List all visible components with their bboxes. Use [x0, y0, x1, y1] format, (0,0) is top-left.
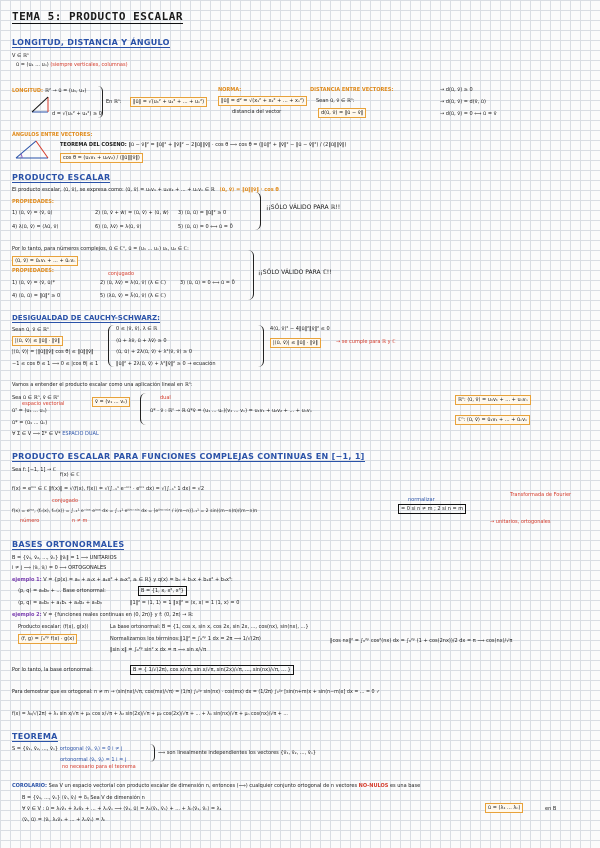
- text-coseno: TEOREMA DEL COSENO: ‖ū − v̄‖² = ‖ū‖² + ‖v̄‖² − 2‖ū‖‖v̄‖ · cos θ ⟹ cos θ = (‖ū‖² + ‖v̄‖² − ‖ū − v̄‖²) / (2‖ū‖‖v̄‖): [60, 142, 347, 148]
- bo-base-label: La base ortonormal: B = {1, cos x, sin x, cos 2x, sin 2x, ..., cos(nx), sin(nx), ...}: [110, 624, 309, 630]
- th-l3: ⟹ son linealmente independientes los vectores {v̄₁, v̄₂, ..., v̄ₙ}: [158, 750, 316, 756]
- th-cor: COROLARIO: Sea V un espacio vectorial con producto escalar de dimensión n, entonces (⟹) cualquier conjunto ortogonal de n vectores NO-NULOS es una base: [12, 783, 421, 789]
- brace-longitud: [98, 86, 103, 118]
- al-c-box: ℂⁿ: ⟨ū, v̄⟩ = ū₁v₁ + ... + ūₙvₙ: [455, 415, 530, 425]
- heading-funciones: PRODUCTO ESCALAR PARA FUNCIONES COMPLEJAS CONTINUAS EN [−1, 1]: [12, 452, 365, 461]
- bo-norm2: ‖sin x‖ = ∫₀²ᵖ sin² x dx = π ⟹ sin x/√π: [110, 647, 207, 653]
- brace-al: [140, 393, 146, 425]
- text-longitud-formula: d = √(u₁² + u₂²) ≥ 0: [52, 111, 102, 117]
- box-norma: ‖ū‖ = d² = √(x₁² + x₂² + ... + xₙ²): [218, 96, 307, 106]
- bo-ej2: ejemplo 2: V = {funciones reales continuas en (0, 2π)} y f: (0, 2π) → ℝ:: [12, 612, 194, 618]
- heading-cauchy: DESIGUALDAD DE CAUCHY-SCHWARZ:: [12, 314, 160, 322]
- heading-teorema: TEOREMA: [12, 732, 58, 741]
- label-longitud: LONGITUD:: [12, 88, 44, 94]
- bo-dem: Para demostrar que es ortogonal: n ≠ m → ⟨sin(nx)/√π, cos(mx)/√π⟩ = (1/π) ∫₀²ᵖ sin(nx) · cos(mx) dx = (1/2π) ∫₀²ᵖ [sin(n+m)x + sin(n−m)x] dx = ... = 0 ✓: [12, 690, 381, 695]
- cs-l3: |⟨ū, v̄⟩| = |‖ū‖‖v̄‖ cos θ| ≤ ‖ū‖‖v̄‖: [12, 349, 94, 355]
- bo-ej1-box: B = {1, x, x², x³}: [138, 586, 187, 596]
- cprop-2: 2) ⟨ū, λv̄⟩ = λ⟨ū, v̄⟩ (λ ∈ ℂ): [100, 280, 166, 286]
- cs-r-note: → se cumple para ℝ y ℂ: [336, 339, 396, 345]
- bo-ej1: ejemplo 1: V = {p(x) = a₀ + a₁x + a₂x² + a₃x³, aᵢ ∈ ℝ} y q(x) = b₀ + b₁x + b₂x² + b₃x³:: [12, 577, 233, 583]
- text-solo-r: ¡¡SÓLO VÁLIDO PARA ℝ!!: [266, 204, 341, 211]
- cs-l4: −1 ≤ cos θ ≤ 1 ⟹ 0 ≤ |cos θ| ≤ 1: [12, 361, 99, 367]
- fc-l3: f(x) = eⁱⁿˣ, ⟨fₙ(x), fₘ(x)⟩ = ∫₋₁¹ e⁻ⁱⁿˣ eⁱᵐˣ dx = ∫₋₁¹ eⁱ⁽ᵐ⁻ⁿ⁾ˣ dx = [eⁱ⁽ᵐ⁻ⁿ⁾ˣ / i(m−n)]₋₁¹ = 2 sin((m−n)π)/(m−n)π: [12, 509, 257, 514]
- bo-ej1b: ⟨p, q⟩ = a₀b₀ + a₁b₁ + a₂b₂ + a₃b₃: [18, 600, 102, 606]
- cs-m1: 0 ≤ ⟨v̄, v̄⟩, λ ∈ ℝ: [116, 326, 158, 332]
- prop-2: 2) ⟨ū, v̄ + w̄⟩ = ⟨ū, v̄⟩ + ⟨ū, w̄⟩: [95, 210, 169, 216]
- bo-norm-label: Normalizamos los términos:: [110, 636, 180, 642]
- bo-pe-box: ⟨f, g⟩ = ∫₀²ᵖ f(x) · g(x): [18, 634, 77, 644]
- bo-pe-label: Producto escalar: ⟨f(x), g(x)⟩: [18, 624, 89, 630]
- box-norm-rn: ‖ū‖ = √(u₁² + u₂² + ... + uₙ²): [130, 97, 207, 107]
- prop-3: 3) ⟨ū, ū⟩ = ‖ū‖² ≥ 0: [178, 210, 227, 216]
- box-cos: cos θ = (u₁v₁ + u₂v₂) / (‖ū‖‖v̄‖): [60, 153, 143, 163]
- cs-r1: 4⟨ū, v̄⟩² − 4‖ū‖²‖v̄‖² ≤ 0: [270, 326, 330, 332]
- fc-unit-note: → unitarios, ortogonales: [490, 519, 551, 525]
- th-b-en: en B: [545, 806, 557, 812]
- al-l3: ū* = (ū₁ ... ūₙ): [12, 420, 48, 426]
- brace-cs-right: [258, 325, 264, 367]
- fc-fourier-note: Transformada de Fourier: [510, 492, 572, 498]
- angle-diagram: [14, 138, 54, 162]
- box-complex: ⟨ū, v̄⟩ = ū₁v₁ + ... + ūₙvₙ: [12, 256, 78, 266]
- cs-m2: ⟨ū + λv̄, ū + λv̄⟩ ≥ 0: [116, 338, 167, 344]
- al-mid: ū* · v̄ : ℝⁿ → ℝ ū*v̄ = (u₁ ... uₙ)(v₁ ... vₙ) = u₁v₁ + u₂v₂ + ... + uₙvₙ: [150, 408, 312, 414]
- th-b-box: ū = (λ₁ ... λₙ): [485, 803, 523, 813]
- label-angulos: ÁNGULOS ENTRE VECTORES:: [12, 132, 93, 138]
- text-vector-def: ū = (u₁ ... uₙ) (siempre verticales, columnas): [16, 62, 128, 68]
- bo-norm3: ‖cos nx‖² = ∫₀²ᵖ cos²(nx) dx = ∫₀²ᵖ (1 + cos(2nx))/2 dx = π ⟹ cos(nx)/√π: [330, 638, 513, 644]
- fc-tail-box: = 0 si n ≠ m ; 2 si n = m: [398, 504, 466, 514]
- fc-nrm-note: normalizar: [408, 497, 435, 503]
- bo-l2: i ≠ j ⟹ ⟨v̄ᵢ, v̄ⱼ⟩ = 0 ⟹ ORTOGONALES: [12, 565, 107, 571]
- text-longitud-def: ℝ² → ū = (u₁, u₂): [45, 88, 87, 94]
- th-b3: ⟨v̄ᵢ, ū⟩ = ⟨v̄ᵢ, λ₁v̄₁ + ... + λₙv̄ₙ⟩ = λᵢ: [22, 817, 105, 823]
- page-title: TEMA 5: PRODUCTO ESCALAR: [12, 10, 183, 23]
- text-pe-def: El producto escalar, ⟨ū, v̄⟩, se expresa como: ⟨ū, v̄⟩ = u₁v₁ + u₂v₂ + ... + uₙvₙ ∈ ℝ ⟨ū, v̄⟩ = ‖ū‖‖v̄‖ · cos θ: [12, 187, 279, 193]
- fc-l1b: f(x) ∈ ℂ: [60, 472, 80, 478]
- fc-conj-note: conjugado: [52, 498, 79, 504]
- prop-4: 4) λ⟨ū, v̄⟩ = ⟨λū, v̄⟩: [12, 224, 59, 230]
- text-dist-prop2: → d(ū, v̄) = d(v̄, ū): [440, 99, 486, 105]
- brace-teorema: [150, 744, 155, 762]
- label-props: PROPIEDADES:: [12, 199, 54, 205]
- text-en-rn: En ℝⁿ:: [106, 99, 122, 105]
- prop-1: 1) ⟨ū, v̄⟩ = ⟨v̄, ū⟩: [12, 210, 53, 216]
- al-l2: ūᵀ = (u₁ ... uₙ): [12, 408, 47, 414]
- th-l2b: no necesario para el teorema: [62, 764, 136, 770]
- cs-m3: ⟨ū, ū⟩ + 2λ⟨ū, v̄⟩ + λ²⟨v̄, v̄⟩ ≥ 0: [116, 349, 193, 355]
- heading-longitud: LONGITUD, DISTANCIA Y ÁNGULO: [12, 38, 170, 47]
- bo-pl-box: B = { 1/√(2π), cos x/√π, sin x/√π, sin(2x)/√π, ..., sin(nx)/√π, ... }: [130, 665, 294, 675]
- label-props2: PROPIEDADES:: [12, 268, 54, 274]
- brace-props-c: [248, 250, 254, 300]
- bo-l1: B = {v̄₁, v̄₂, ..., v̄ₙ} ‖v̄ᵢ‖ = 1 ⟹ UNITARIOS: [12, 555, 117, 561]
- cs-r-box: |⟨ū, v̄⟩| ≤ ‖ū‖ · ‖v̄‖: [270, 338, 321, 348]
- th-l2: ortonormal ⟨v̄ᵢ, v̄ⱼ⟩ = 1 i = j: [60, 757, 127, 763]
- brace-cs-mid: [108, 325, 114, 367]
- cs-box: |⟨ū, v̄⟩| ≤ ‖ū‖ · ‖v̄‖: [12, 336, 63, 346]
- al-r-box: ℝⁿ: ⟨ū, v̄⟩ = u₁v₁ + ... + uₙvₙ: [455, 395, 531, 405]
- text-distancia-def: Sean ū, v̄ ∈ ℝⁿ:: [316, 98, 355, 104]
- cprop-1: 1) ⟨ū, v̄⟩ = ⟨v̄, ū⟩*: [12, 280, 56, 286]
- al-l4: ∀ Σ ∈ V ⟹ Σ* ∈ V* ESPACIO DUAL: [12, 431, 99, 437]
- prop-5: 5) ⟨ū, ū⟩ = 0 ⟺ ū = 0̄: [178, 224, 233, 230]
- cs-l1: Sean ū, v̄ ∈ ℝⁿ: [12, 327, 49, 333]
- bo-ej1c: ‖1‖² = ⟨1, 1⟩ = 1 ‖x‖² = ⟨x, x⟩ = 1 ⟨1, x⟩ = 0: [130, 600, 240, 606]
- fc-l2: f(x) = eⁱⁿˣ ∈ ℂ ‖f(x)‖ = √⟨f(x), f(x)⟩ = √(∫₋₁¹ e⁻ⁱⁿˣ · eⁱⁿˣ dx) = √(∫₋₁¹ 1 dx) = √2: [12, 486, 205, 492]
- label-distancia: DISTANCIA ENTRE VECTORES:: [310, 87, 394, 93]
- al-dual-note: dual: [160, 395, 171, 401]
- bo-pl-label: Por lo tanto, la base ortonormal:: [12, 667, 93, 673]
- text-dist-prop1: → d(ū, v̄) ≥ 0: [440, 87, 473, 93]
- text-solo-c: ¡¡SÓLO VÁLIDO PARA ℂ!!: [258, 269, 332, 276]
- bo-ej1a: ⟨p, q⟩ = a₀b₀ + ... Base ortonormal:: [18, 588, 106, 594]
- th-l1: S = {v̄₁, v̄₂, ..., v̄ₙ} ortogonal ⟨v̄ᵢ, v̄ⱼ⟩ = 0 i ≠ j: [12, 746, 123, 752]
- text-norma-note: distancia del vector: [232, 109, 282, 115]
- al-l1: Sea ū ∈ ℝⁿ, v̄ ∈ ℝⁿ: [12, 395, 60, 401]
- brace-props-r: [255, 192, 261, 230]
- prop-6: 6) ⟨ū, λv̄⟩ = λ⟨ū, v̄⟩: [95, 224, 142, 230]
- triangle-diagram: [30, 94, 52, 114]
- box-distancia: d(ū, v̄) = ‖ū − v̄‖: [318, 108, 366, 118]
- fc-l1: Sea f: [−1, 1] → ℂ: [12, 467, 57, 473]
- cprop-3: 3) ⟨ū, ū⟩ = 0 ⟺ ū = 0̄: [180, 280, 235, 286]
- label-norma: NORMA:: [218, 87, 242, 93]
- fc-num-note: número: [20, 518, 40, 524]
- text-dist-prop3: → d(ū, v̄) = 0 ⟺ ū = v̄: [440, 111, 497, 117]
- text-complex-intro: Por lo tanto, para números complejos, ū ∈ ℂⁿ, ū = (u₁ ... uₙ) u₁, u₂ ∈ ℂ:: [12, 246, 189, 252]
- al-intro: Vamos a entender el producto escalar como una aplicación lineal en ℝⁿ:: [12, 382, 193, 388]
- cprop-4: 4) ⟨ū, ū⟩ = ‖ū‖² ≥ 0: [12, 293, 61, 299]
- cs-m4: ‖ū‖² + 2λ⟨ū, v̄⟩ + λ²‖v̄‖² ≥ 0 → ecuación: [116, 361, 216, 367]
- heading-bases: BASES ORTONORMALES: [12, 540, 125, 549]
- al-l1note: espacio vectorial: [22, 401, 65, 407]
- bo-norm1: ‖1‖² = ∫₀²ᵖ 1 dx = 2π ⟹ 1/√(2π): [180, 636, 261, 642]
- th-b1: B = {v̄₁, ..., v̄ₙ} ⟨v̄ᵢ, v̄ⱼ⟩ = δᵢⱼ Sea V de dimensión n: [22, 795, 145, 801]
- text-vrn: V ∈ ℝⁿ: [12, 53, 29, 59]
- th-b2: ∀ v̄ ∈ V : ū = λ₁v̄₁ + λ₂v̄₂ + ... + λₙv̄ₙ ⟹ ⟨v̄₁, ū⟩ = λ₁⟨v̄₁, v̄₁⟩ + ... + λₙ⟨v̄₁, v̄ₙ⟩ = λ₁: [22, 806, 222, 812]
- cprop-5: 5) ⟨λū, v̄⟩ = λ̄⟨ū, v̄⟩ (λ ∈ ℂ): [100, 293, 166, 299]
- cprop-conj-note: conjugado: [108, 271, 135, 277]
- fc-nm-note: n ≠ m: [72, 518, 88, 524]
- bo-fx: f(x) = λ₀/√(2π) + λ₁ sin x/√π + μ₁ cos x/√π + λ₂ sin(2x)/√π + μ₂ cos(2x)/√π + ... + λₙ sin(nx)/√π + μₙ cos(nx)/√π + ...: [12, 712, 288, 717]
- heading-producto-escalar: PRODUCTO ESCALAR: [12, 173, 111, 182]
- al-vec-box: v̄ = (v₁ ... vₙ): [92, 397, 130, 407]
